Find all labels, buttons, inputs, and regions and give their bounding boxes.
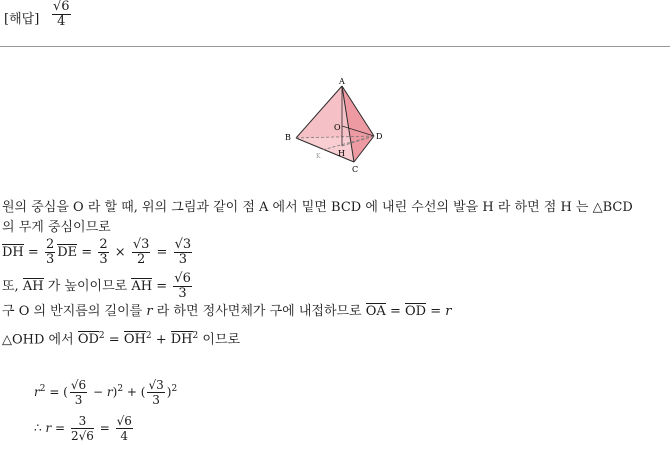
equation-ah: 또, AH 가 높이이므로 AH = $\frac{√6}{3}$	[2, 271, 191, 301]
explanation-line-5: △OHD 에서 $OD^2 = OH^2 + DH^2$ 이므로	[2, 331, 241, 348]
final-equation-1: $r^2$ = ( $\frac{√6}{3}$ − r)$^2$ + ( $\frac{√3}{3}$ )$^2$	[34, 378, 178, 407]
label-c: C	[352, 165, 359, 174]
final-equation-2: ∴ r = $\frac{3}{2√6}$ = $\frac{√6}{4}$	[34, 414, 132, 443]
answer-label: [해답]	[4, 12, 40, 27]
divider	[0, 46, 670, 47]
label-b: B	[285, 133, 291, 142]
label-k: K	[316, 153, 321, 160]
answer-value: $\frac{√6}{4}$	[53, 0, 70, 29]
explanation-line-2: 의 무게 중심이므로	[2, 220, 111, 235]
tetrahedron-figure	[282, 76, 392, 176]
label-d: D	[376, 132, 383, 141]
explanation-line-1: 원의 중심을 O 라 할 때, 위의 그림과 같이 점 A 에서 밑면 BCD 에 내린 수선의 발을 H 라 하면 점 H 는 △BCD	[2, 200, 633, 215]
label-o: O	[334, 123, 341, 132]
explanation-line-4: 구 O 의 반지름의 길이를 r 라 하면 정사면체가 구에 내접하므로 OA = OD = r	[2, 304, 452, 319]
label-h: H	[338, 149, 345, 158]
label-a: A	[339, 77, 345, 86]
equation-dh: DH = $\frac{2}{3}$ DE = $\frac{2}{3}$ × $\frac{√3}{2}$ = $\frac{√3}{3}$	[2, 237, 192, 267]
